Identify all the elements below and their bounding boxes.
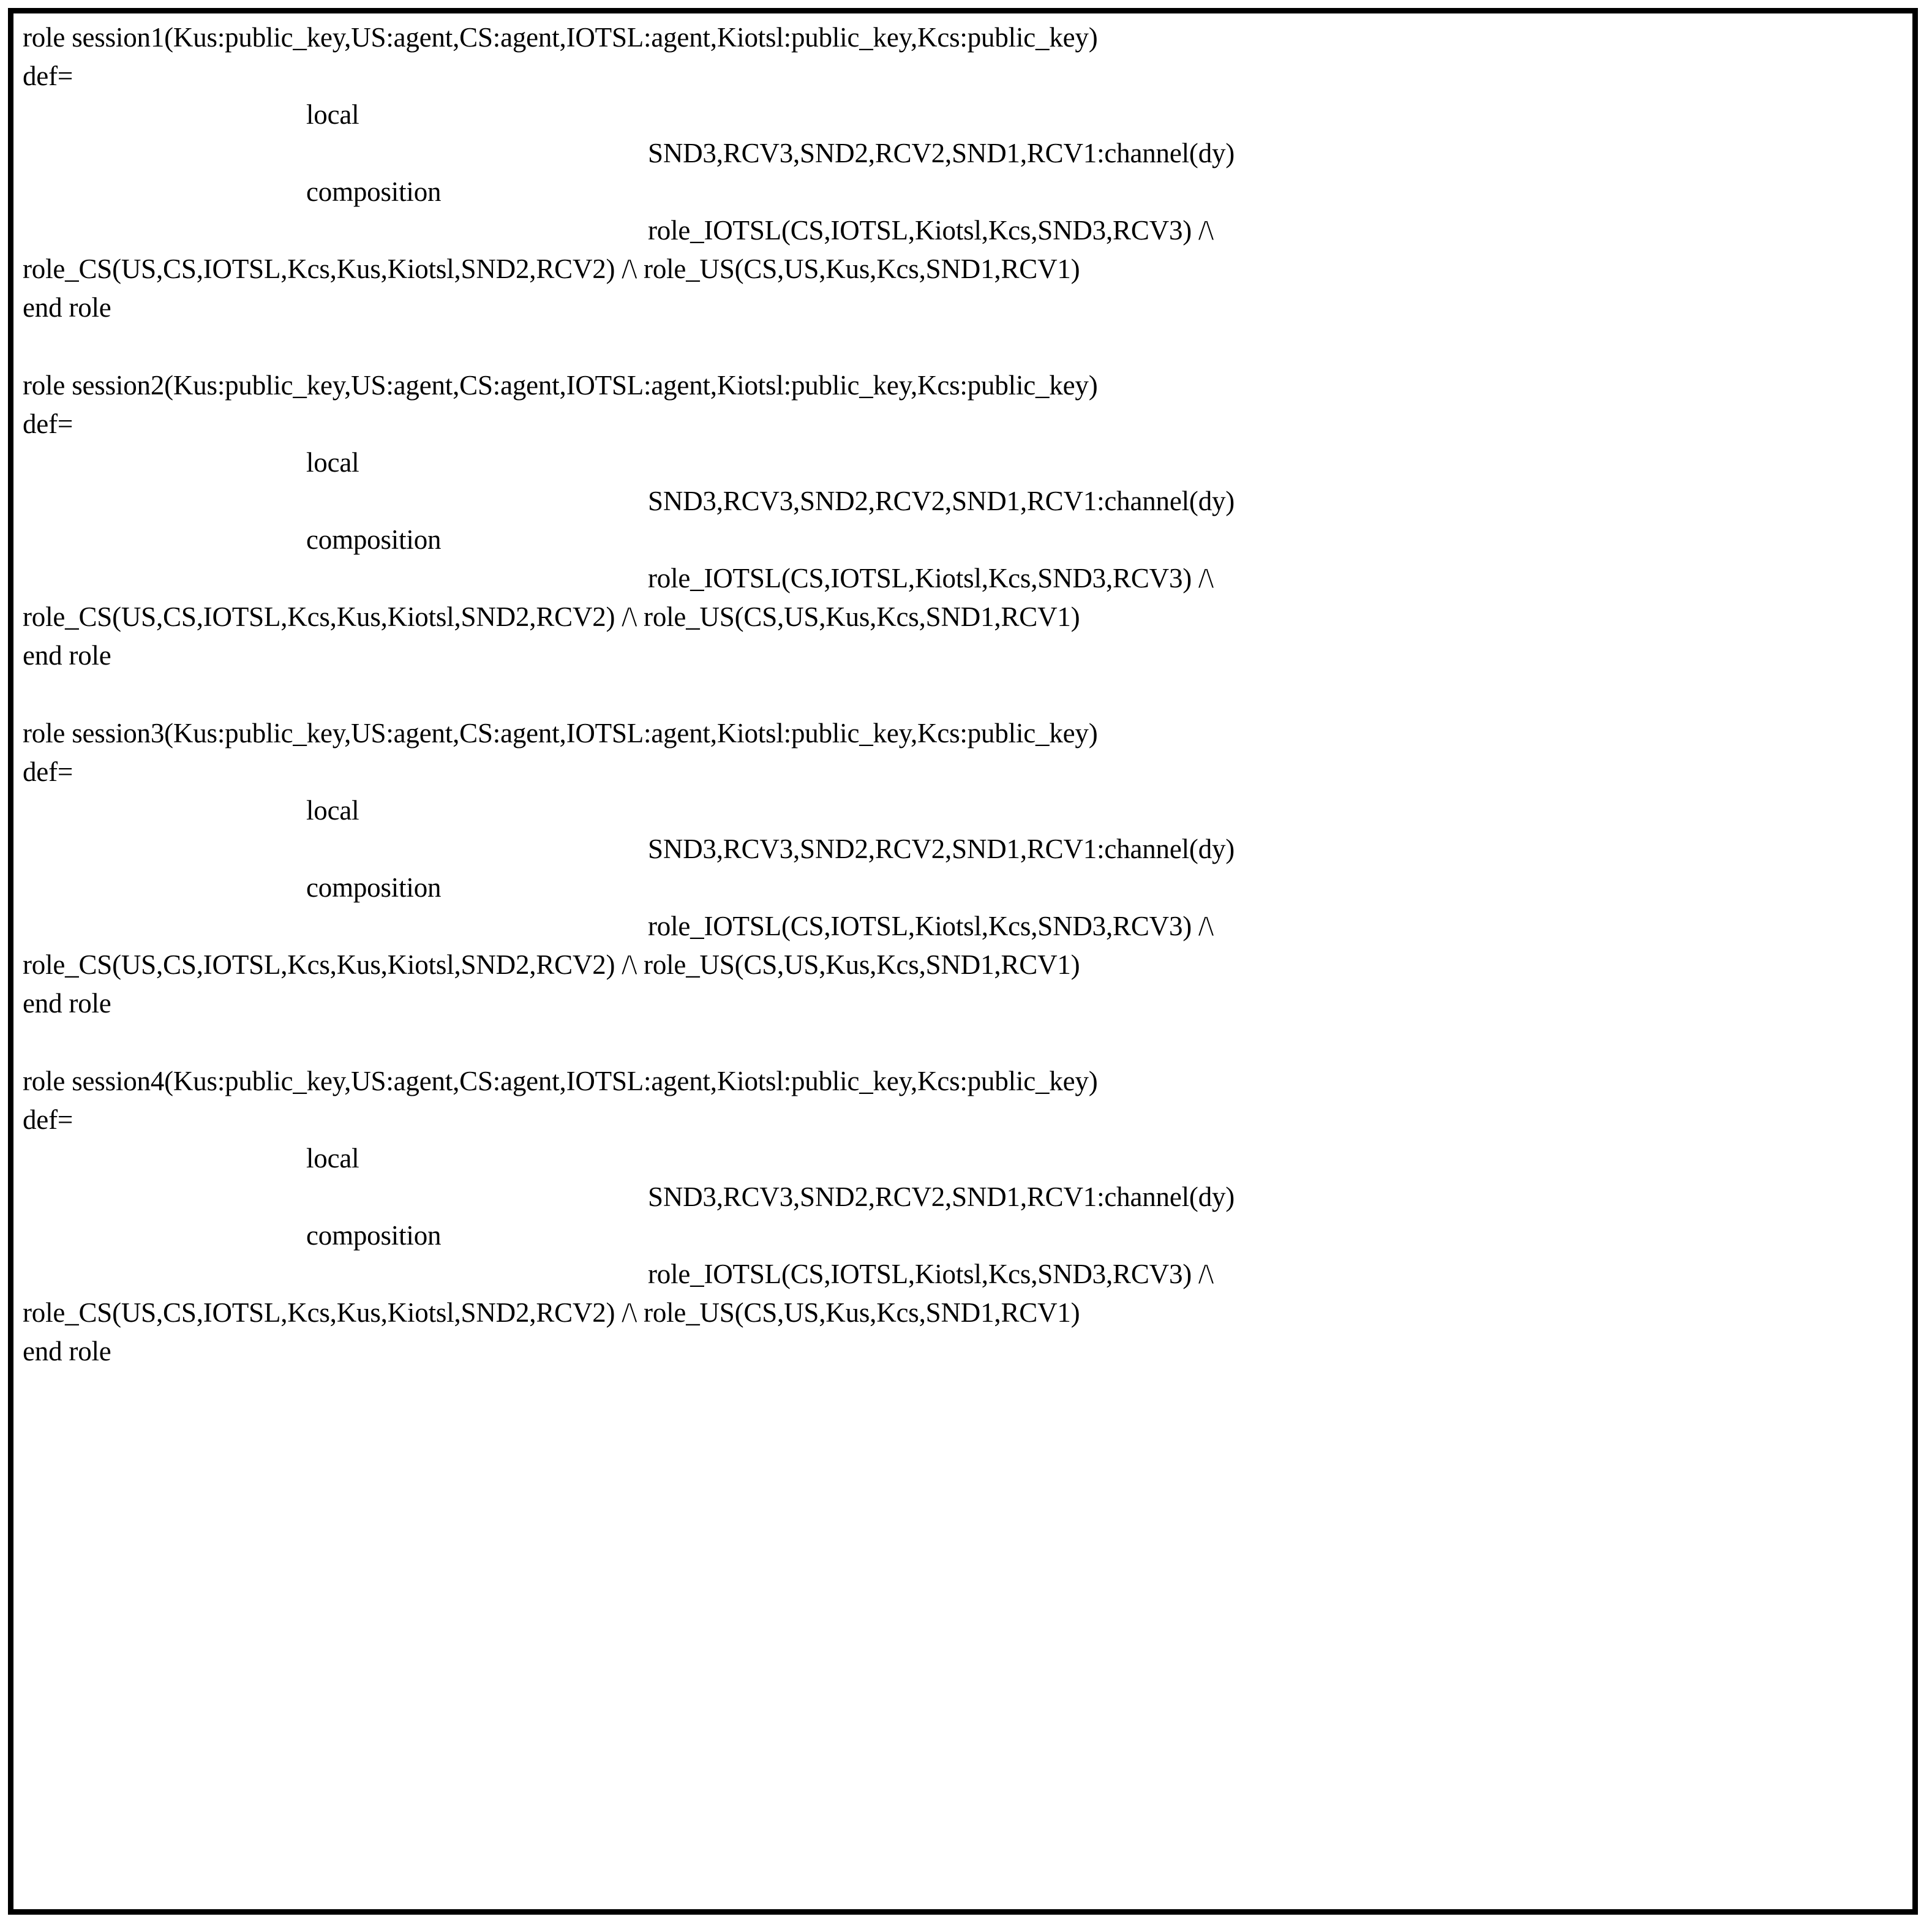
local-declaration-line: SND3,RCV3,SND2,RCV2,SND1,RCV1:channel(dy)	[648, 1182, 1235, 1212]
end-role-line: end role	[23, 1336, 111, 1366]
def-keyword-line: def=	[23, 61, 73, 91]
session-block-session4	[13, 1062, 1912, 1371]
composition-cs-us-line: role_CS(US,CS,IOTSL,Kcs,Kus,Kiotsl,SND2,RCV2) /\ role_US(CS,US,Kus,Kcs,SND1,RCV1)	[23, 1297, 1080, 1328]
local-declaration-line: SND3,RCV3,SND2,RCV2,SND1,RCV1:channel(dy)	[648, 138, 1235, 168]
code-listing-body	[13, 13, 1912, 1371]
role-header-line: role session4(Kus:public_key,US:agent,CS:agent,IOTSL:agent,Kiotsl:public_key,Kcs:public_key)	[23, 1066, 1098, 1096]
composition-keyword-line: composition	[306, 1220, 442, 1251]
composition-iotsl-line: role_IOTSL(CS,IOTSL,Kiotsl,Kcs,SND3,RCV3) /\	[648, 1259, 1214, 1289]
composition-keyword-line: composition	[306, 524, 442, 555]
composition-cs-us-line: role_CS(US,CS,IOTSL,Kcs,Kus,Kiotsl,SND2,RCV2) /\ role_US(CS,US,Kus,Kcs,SND1,RCV1)	[23, 949, 1080, 980]
local-keyword-line: local	[306, 795, 359, 826]
session-block-session1	[13, 18, 1912, 327]
end-role-line: end role	[23, 640, 111, 671]
local-declaration-line: SND3,RCV3,SND2,RCV2,SND1,RCV1:channel(dy)	[648, 834, 1235, 864]
local-declaration-line: SND3,RCV3,SND2,RCV2,SND1,RCV1:channel(dy)	[648, 486, 1235, 516]
composition-keyword-line: composition	[306, 176, 442, 207]
composition-keyword-line: composition	[306, 872, 442, 903]
end-role-line: end role	[23, 292, 111, 323]
session-block-session2	[13, 366, 1912, 675]
local-keyword-line: local	[306, 99, 359, 130]
code-listing-frame	[8, 8, 1918, 1915]
composition-iotsl-line: role_IOTSL(CS,IOTSL,Kiotsl,Kcs,SND3,RCV3) /\	[648, 563, 1214, 594]
role-header-line: role session2(Kus:public_key,US:agent,CS:agent,IOTSL:agent,Kiotsl:public_key,Kcs:public_key)	[23, 370, 1098, 401]
end-role-line: end role	[23, 988, 111, 1019]
local-keyword-line: local	[306, 1143, 359, 1174]
composition-iotsl-line: role_IOTSL(CS,IOTSL,Kiotsl,Kcs,SND3,RCV3) /\	[648, 215, 1214, 246]
def-keyword-line: def=	[23, 756, 73, 787]
def-keyword-line: def=	[23, 409, 73, 439]
role-header-line: role session3(Kus:public_key,US:agent,CS:agent,IOTSL:agent,Kiotsl:public_key,Kcs:public_key)	[23, 718, 1098, 748]
composition-cs-us-line: role_CS(US,CS,IOTSL,Kcs,Kus,Kiotsl,SND2,RCV2) /\ role_US(CS,US,Kus,Kcs,SND1,RCV1)	[23, 601, 1080, 632]
role-header-line: role session1(Kus:public_key,US:agent,CS:agent,IOTSL:agent,Kiotsl:public_key,Kcs:public_key)	[23, 22, 1098, 53]
local-keyword-line: local	[306, 447, 359, 478]
composition-cs-us-line: role_CS(US,CS,IOTSL,Kcs,Kus,Kiotsl,SND2,RCV2) /\ role_US(CS,US,Kus,Kcs,SND1,RCV1)	[23, 254, 1080, 284]
def-keyword-line: def=	[23, 1104, 73, 1135]
composition-iotsl-line: role_IOTSL(CS,IOTSL,Kiotsl,Kcs,SND3,RCV3) /\	[648, 911, 1214, 941]
session-block-session3	[13, 714, 1912, 1023]
